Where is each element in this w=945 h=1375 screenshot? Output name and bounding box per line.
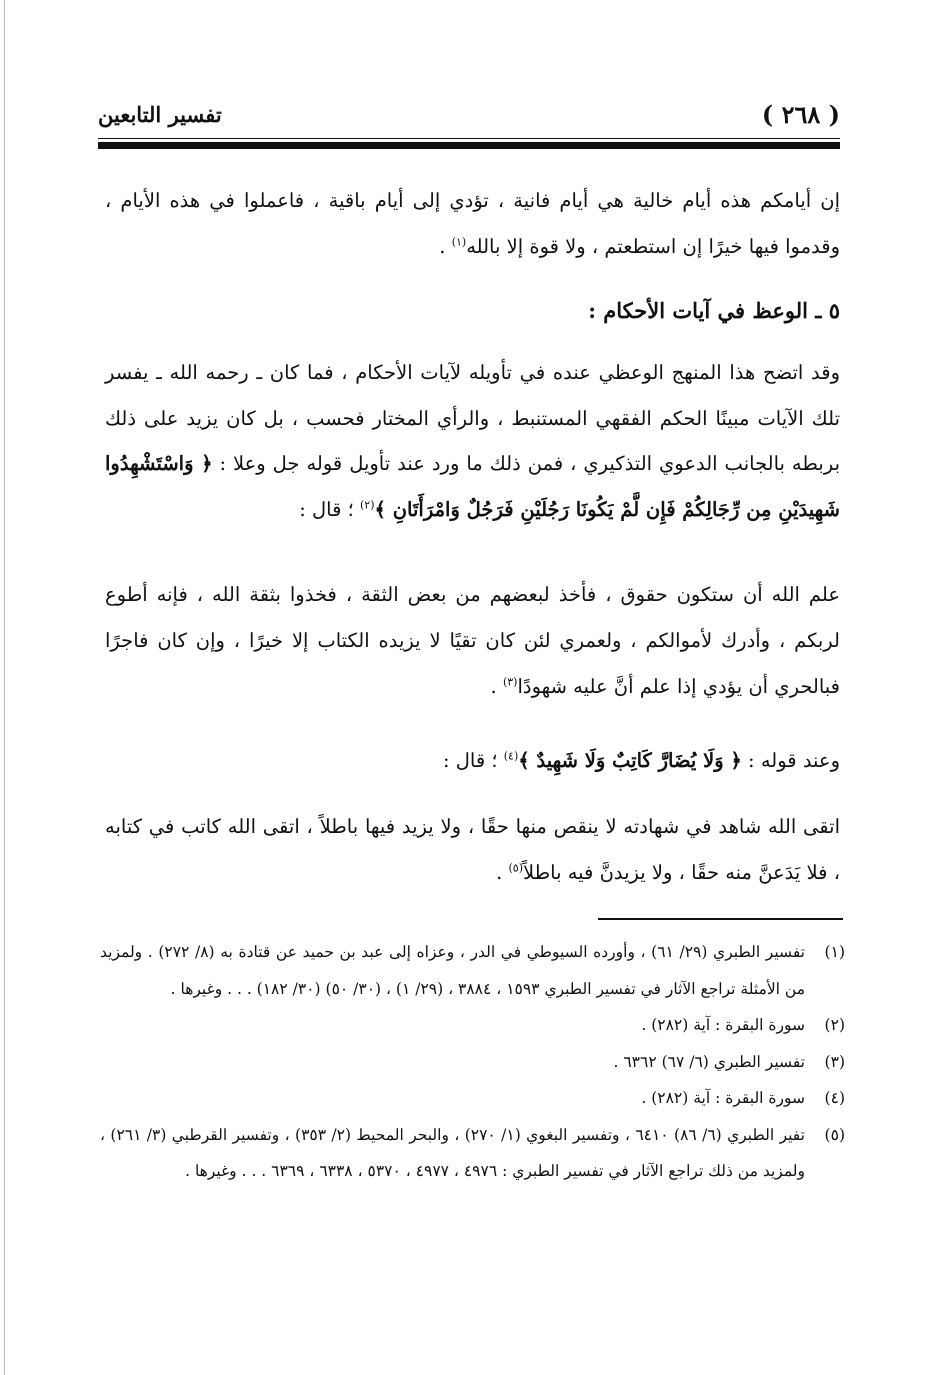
header-rule [98,142,840,149]
quran-verse-2: ﴿ وَلَا يُضَارَّ كَاتِبٌ وَلَا شَهِيدٌ ﴾ [518,749,742,772]
footnote-text: تفير الطبري (٦/ ٨٦) ٦٤١٠ ، وتفسير البغوي (١/ ٢٧٠) ، والبحر المحيط (٢/ ٣٥٣) ، وتفسير القرطبي (٣/ ٢٦١) ، ولمزيد من ذلك تراجع الآثار في تفسير الطبري : ٤٩٧٦ ، ٤٩٧٧ ، ٥٣٧٠ ، ٦٣٣٨ ، ٦٣٦٩ . . . وغيرها . [100,1125,805,1180]
page-header [98,98,840,138]
page-number: ( ٢٦٨ ) [761,100,840,129]
paragraph-2-end: ؛ قال : [299,497,360,521]
paragraph-3-text: علم الله أن ستكون حقوق ، فأخذ لبعضهم من بعض الثقة ، فخذوا بثقة الله ، فإنه أطوع لربكم ، وأدرك لأموالكم ، ولعمري لئن كان تقيًا لا يزيده الكتاب إلا خيرًا ، وإن كان فاجرًا فبالحري أن يؤدي إذا علم أنَّ عليه شهودًا [105,583,840,698]
paragraph-5-text: اتقى الله شاهد في شهادته لا ينقص منها حقًا ، ولا يزيد فيها باطلاً ، اتقى الله كاتب في كتابه ، فلا يَدَعنَّ منه حقًا ، ولا يزيدنَّ فيه باطلاً [105,815,840,884]
footnote-text: تفسير الطبري (٢٩/ ٦١) ، وأورده السيوطي في الدر ، وعزاه إلى عبد بن حميد عن قتادة به (٨/ ٢٧٢) . ولمزيد من الأمثلة تراجع الآثار في تفسير الطبري ١٥٩٣ ، ٣٨٨٤ ، (٢٩/ ١) ، (٣٠/ ٥٠) (٣٠/ ١٨٢) . . . وغيرها . [100,943,805,998]
paragraph-4-end: ؛ قال : [442,749,504,772]
footnote-separator [598,918,843,920]
header-rule-thin [98,138,840,139]
footnote-number: (٤) [824,1089,845,1107]
running-title: تفسير التابعين [98,102,222,127]
paragraph-5 [105,804,840,896]
footnote-item [100,1080,845,1117]
paragraph-2 [105,350,840,532]
footnote-ref-4: (٤) [503,749,519,763]
footnote-text: سورة البقرة : آية (٢٨٢) . [641,1089,805,1107]
footnote-text: سورة البقرة : آية (٢٨٢) . [641,1016,805,1034]
paragraph-1-text: إن أيامكم هذه أيام خالية هي أيام فانية ، تؤدي إلى أيام باقية ، فاعملوا في هذه الأيام ، وقدموا فيها خيرًا إن استطعتم ، ولا قوة إلا بالله [105,189,840,258]
scan-margin-line [4,0,5,1375]
footnote-item [100,934,845,1007]
footnote-ref-3: (٣) [502,675,518,689]
footnote-ref-1: (١) [451,235,467,249]
footnotes [100,934,845,1190]
paragraph-4 [105,738,840,784]
paragraph-3 [105,572,840,710]
footnote-number: (١) [824,943,845,961]
paragraph-1-end: . [439,235,452,258]
paragraph-5-end: . [496,861,509,884]
footnote-ref-5: (٥) [508,861,523,875]
footnote-number: (٥) [824,1125,845,1144]
footnote-item [100,1007,845,1044]
paragraph-1 [105,178,840,270]
paragraph-2-text: وقد اتضح هذا المنهج الوعظي عنده في تأويله لآيات الأحكام ، فما كان ـ رحمه الله ـ يفسر تلك الآيات مبينًا الحكم الفقهي المستنبط ، والرأي المختار فحسب ، بل كان يزيد على ذلك بربطه بالجانب الدعوي التذكيري ، فمن ذلك ما ورد عند تأويل قوله جل وعلا : [105,361,840,475]
footnote-text: تفسير الطبري (٦/ ٦٧) ٦٣٦٢ . [613,1052,805,1071]
section-heading: ٥ ـ الوعظ في آيات الأحكام : [588,298,840,323]
paragraph-4-text: وعند قوله : [741,749,840,772]
quran-verse-1: ﴿ وَاسْتَشْهِدُوا شَهِيدَيْنِ مِن رِّجَالِكُمْ فَإِن لَّمْ يَكُونَا رَجُلَيْنِ فَرَجُلٌ وَامْرَأَتَانِ ﴾ [105,452,840,521]
footnote-number: (٣) [824,1052,845,1071]
footnote-item [100,1117,845,1190]
footnote-ref-2: (٢) [360,498,375,511]
paragraph-3-end: . [490,675,503,698]
footnote-item [100,1044,845,1081]
footnote-number: (٢) [824,1016,845,1034]
